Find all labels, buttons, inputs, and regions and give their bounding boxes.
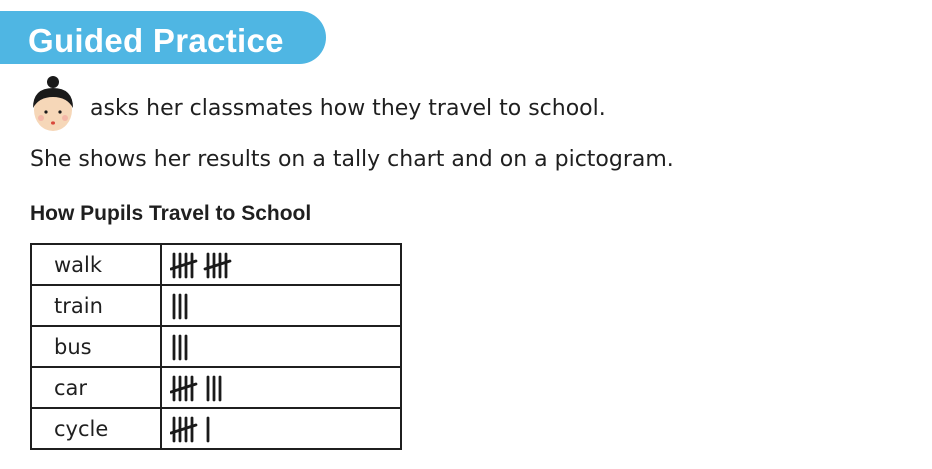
banner-title: Guided Practice (28, 22, 284, 59)
tally-label: car (31, 367, 161, 408)
tally-row-bus (31, 326, 401, 367)
tally-label: cycle (31, 408, 161, 449)
tally-row-train (31, 285, 401, 326)
tally-row-walk (31, 244, 401, 285)
intro-text: asks her classmates how they travel to school. (90, 96, 606, 121)
tally-row-car (31, 367, 401, 408)
tally-label: train (31, 285, 161, 326)
tally-label: walk (31, 244, 161, 285)
chart-title: How Pupils Travel to School (30, 202, 312, 225)
tally-marks-train (170, 291, 370, 321)
results-text: She shows her results on a tally chart and on a pictogram. (30, 147, 674, 172)
tally-label: bus (31, 326, 161, 367)
tally-marks-walk (170, 250, 370, 280)
tally-marks (161, 326, 401, 367)
tally-marks (161, 408, 401, 449)
tally-marks-cycle (170, 414, 370, 444)
tally-marks (161, 244, 401, 285)
tally-marks (161, 285, 401, 326)
tally-marks-car (170, 373, 370, 403)
tally-row-cycle (31, 408, 401, 449)
tally-marks-bus (170, 332, 370, 362)
girl-avatar-icon (27, 75, 79, 139)
tally-chart (30, 243, 402, 450)
tally-marks (161, 367, 401, 408)
